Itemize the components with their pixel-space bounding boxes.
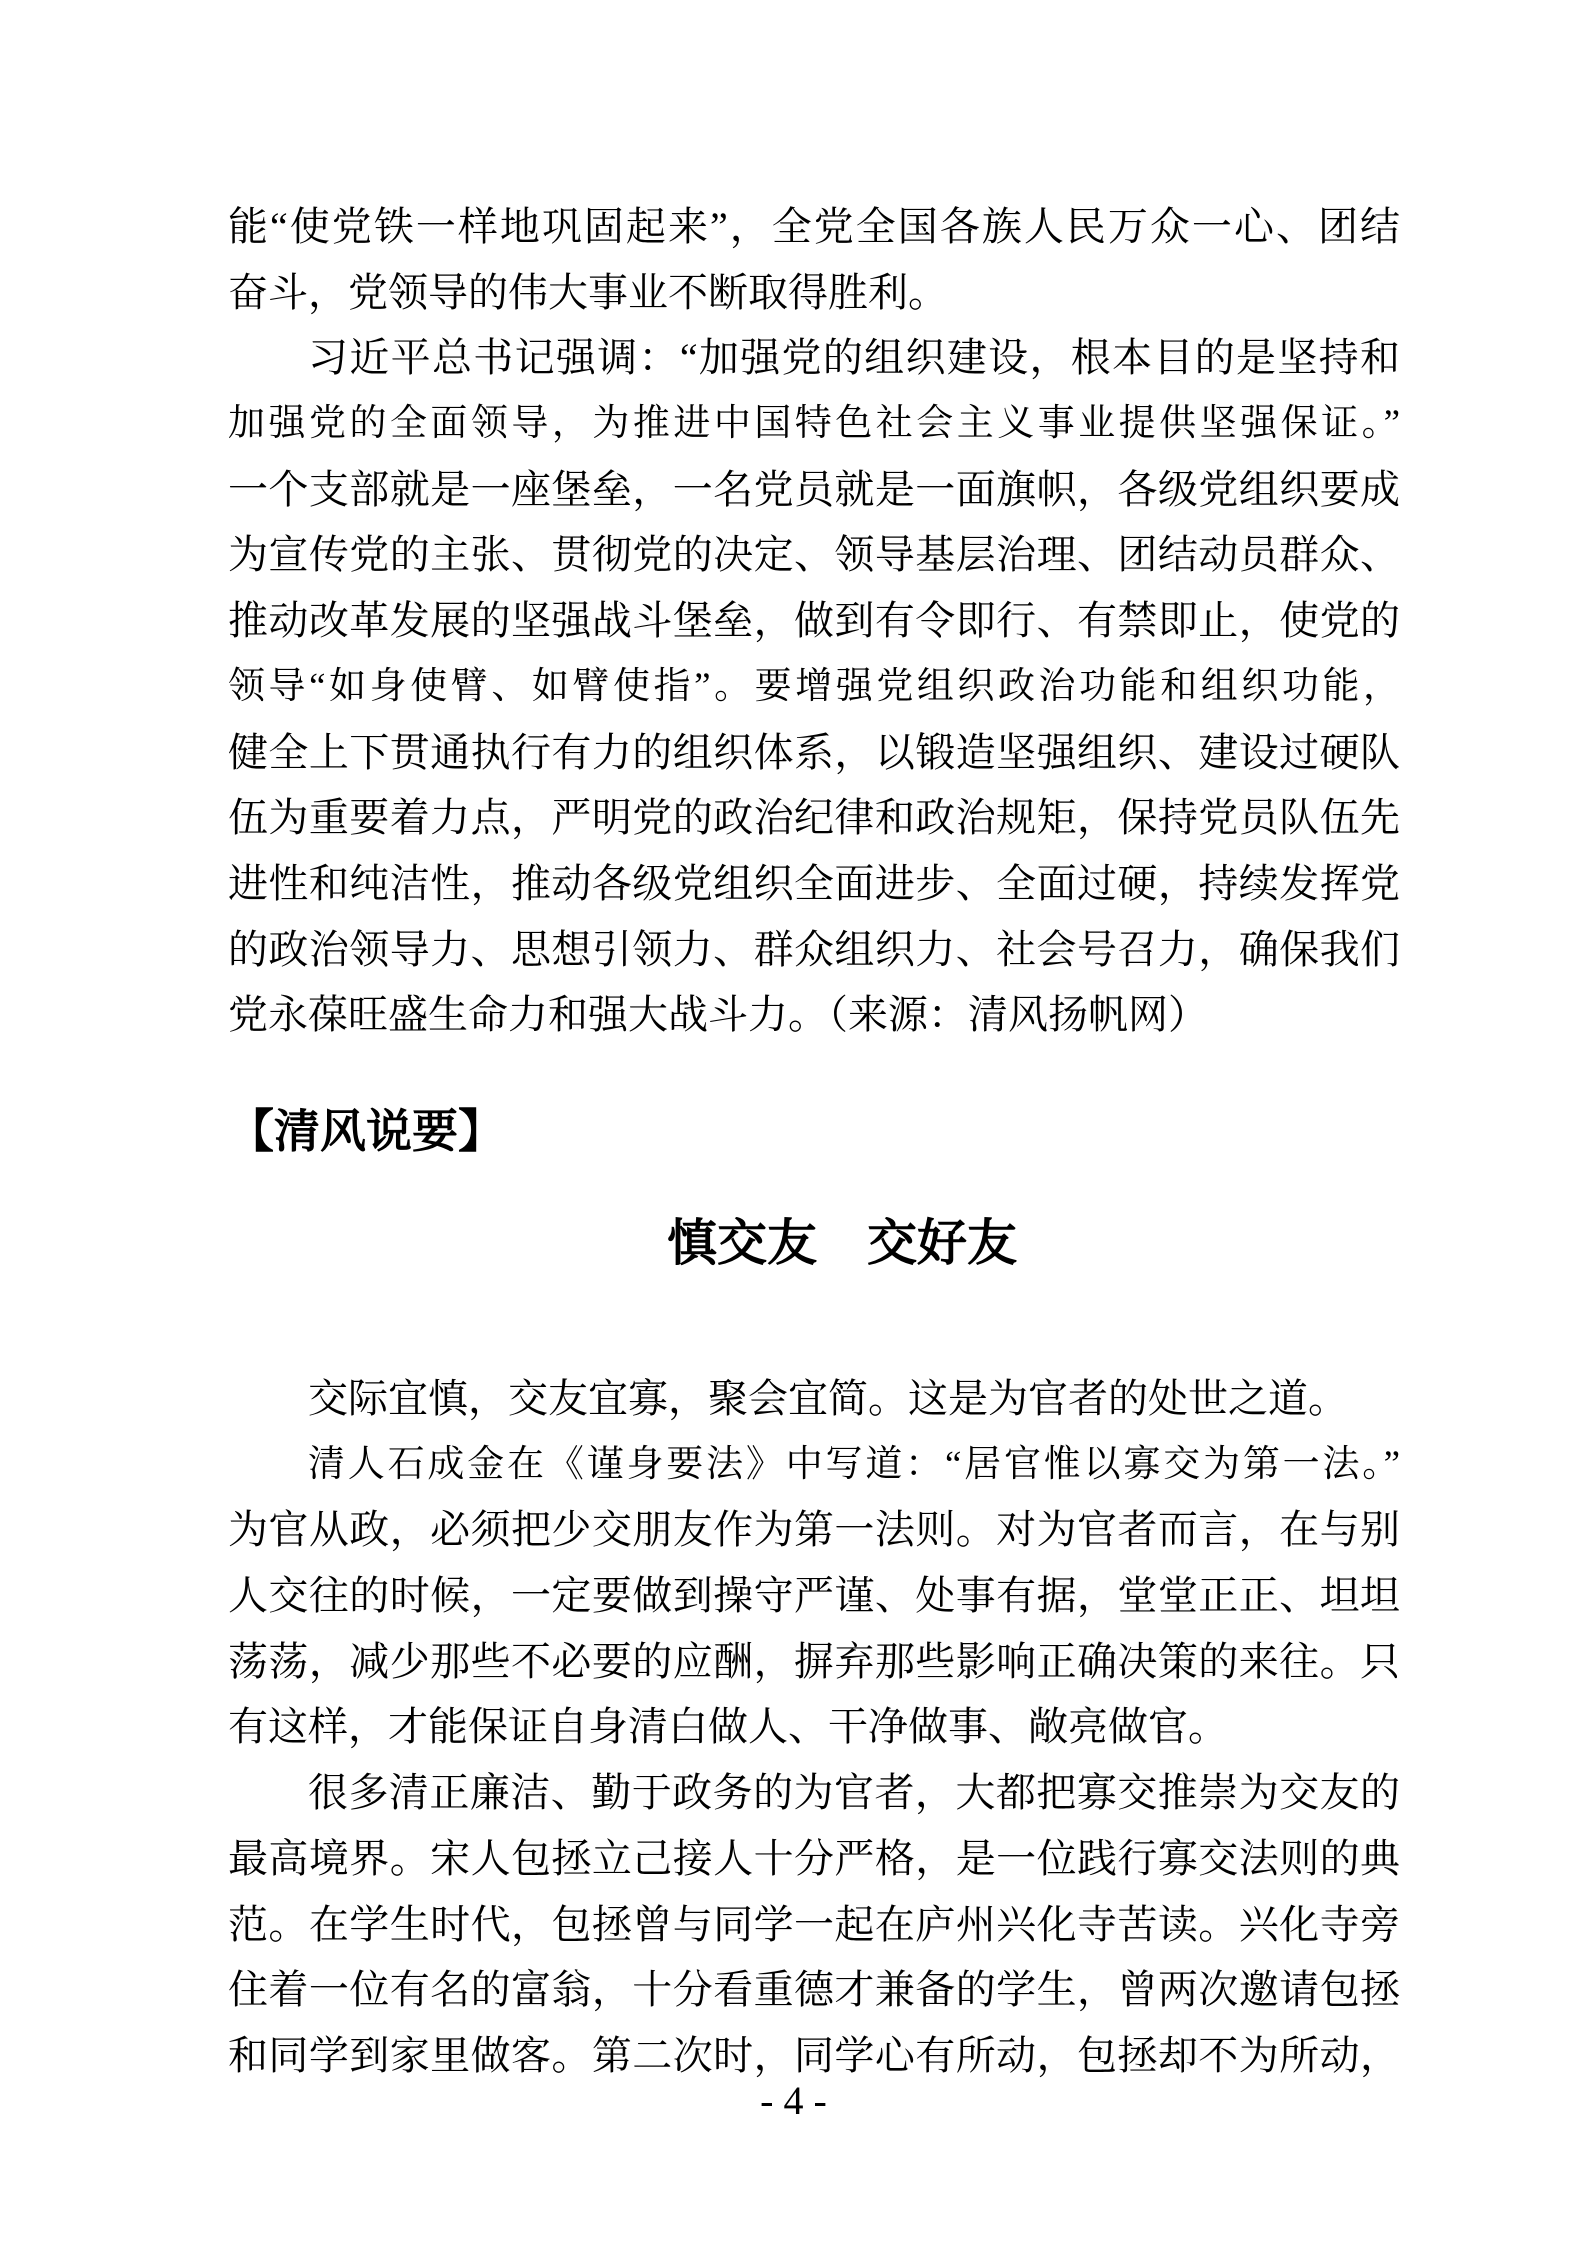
paragraph-block-top: [228, 194, 1400, 1048]
text-line: 人交往的时候，一定要做到操守严谨、处事有据，堂堂正正、坦坦: [228, 1573, 1400, 1619]
section-header: 【清风说要】: [228, 1106, 504, 1157]
text-line: 健全上下贯通执行有力的组织体系，以锻造坚强组织、建设过硬队: [228, 729, 1400, 775]
text-line: 有这样，才能保证自身清白做人、干净做事、敞亮做官。: [228, 1704, 1228, 1750]
text-line: 习近平总书记强调：“加强党的组织建设，根本目的是坚持和: [308, 335, 1400, 381]
text-line: 加强党的全面领导，为推进中国特色社会主义事业提供坚强保证。”: [228, 403, 1400, 445]
text-line: 推动改革发展的坚强战斗堡垒，做到有令即行、有禁即止，使党的: [228, 598, 1400, 644]
text-line: 为宣传党的主张、贯彻党的决定、领导基层治理、团结动员群众、: [228, 532, 1400, 578]
text-line: 和同学到家里做客。第二次时，同学心有所动，包拯却不为所动，: [228, 2032, 1400, 2078]
text-line: 的政治领导力、思想引领力、群众组织力、社会号召力，确保我们: [228, 926, 1400, 972]
text-line: 住着一位有名的富翁，十分看重德才兼备的学生，曾两次邀请包拯: [228, 1967, 1400, 2013]
text-line: 领导“如身使臂、如臂使指”。要增强党组织政治功能和组织功能，: [228, 665, 1400, 707]
text-line: 荡荡，减少那些不必要的应酬，摒弃那些影响正确决策的来往。只: [228, 1638, 1400, 1684]
text-line: 很多清正廉洁、勤于政务的为官者，大都把寡交推崇为交友的: [308, 1770, 1400, 1816]
article-title: 慎交友 交好友: [667, 1215, 1017, 1271]
text-line: 最高境界。宋人包拯立己接人十分严格，是一位践行寡交法则的典: [228, 1835, 1400, 1881]
text-line: 一个支部就是一座堡垒，一名党员就是一面旗帜，各级党组织要成: [228, 466, 1400, 512]
text-line: 奋斗，党领导的伟大事业不断取得胜利。: [228, 269, 948, 315]
text-line: 交际宜慎，交友宜寡，聚会宜简。这是为官者的处世之道。: [308, 1376, 1348, 1421]
text-line: 清人石成金在《谨身要法》中写道：“居官惟以寡交为第一法。”: [308, 1443, 1400, 1485]
text-line: 党永葆旺盛生命力和强大战斗力。（来源：清风扬帆网）: [228, 992, 1208, 1038]
text-line: 进性和纯洁性，推动各级党组织全面进步、全面过硬，持续发挥党: [228, 860, 1400, 906]
page-number: - 4 -: [760, 2078, 827, 2123]
text-line: 能“使党铁一样地巩固起来”，全党全国各族人民万众一心、团结: [228, 204, 1400, 249]
text-line: 为官从政，必须把少交朋友作为第一法则。对为官者而言，在与别: [228, 1507, 1400, 1553]
text-line: 范。在学生时代，包拯曾与同学一起在庐州兴化寺苦读。兴化寺旁: [228, 1901, 1400, 1947]
paragraph-block-bottom: [228, 1366, 1400, 2089]
text-line: 伍为重要着力点，严明党的政治纪律和政治规矩，保持党员队伍先: [228, 795, 1400, 841]
